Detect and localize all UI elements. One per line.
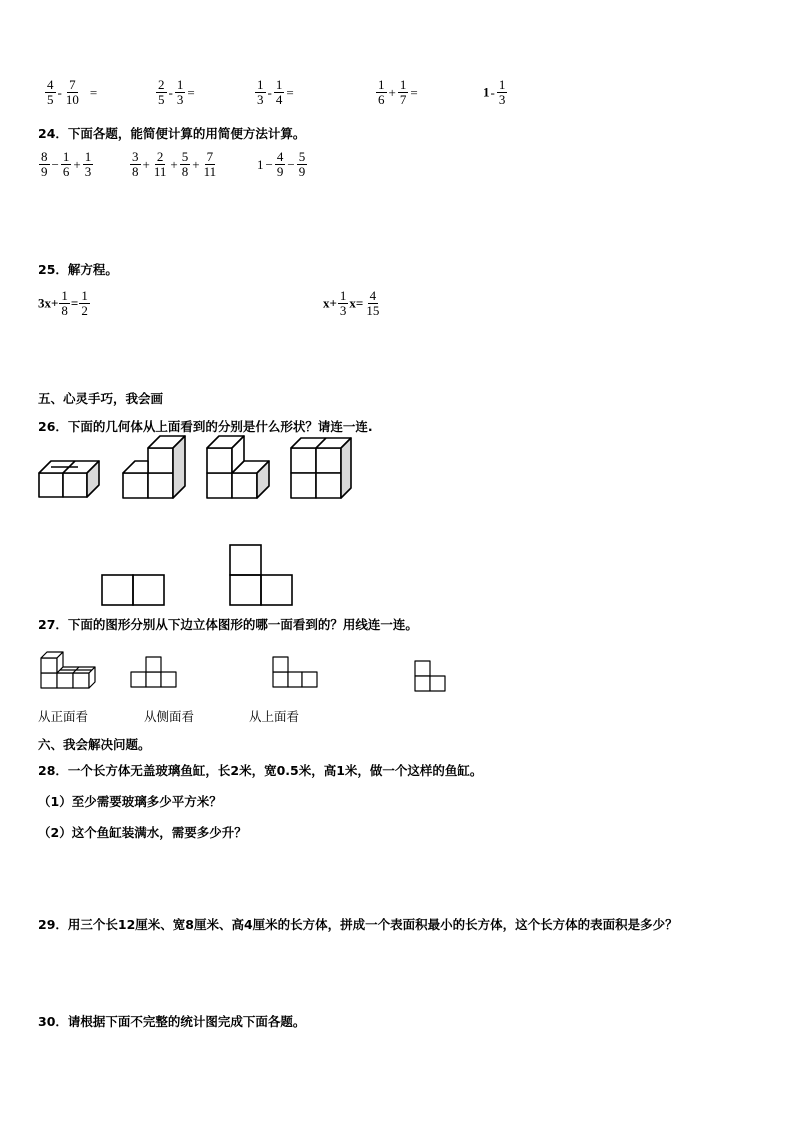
q24-expr-3: 1 − $\frac{4}{9}$ − $\frac{5}{9}$ xyxy=(257,149,306,179)
label-front-view: 从正面看 xyxy=(38,709,89,724)
section-6-heading: 六、我会解决问题。 xyxy=(38,737,151,752)
exercise-1: $\frac{4}{5}$ - $\frac{7}{10}$ = xyxy=(47,77,98,107)
q24-expr-1: $\frac{8}{9}$ − $\frac{1}{6}$ + $\frac{1}{3}$ xyxy=(41,149,92,179)
solid-3 xyxy=(207,436,269,498)
label-side-view: 从侧面看 xyxy=(144,709,195,724)
label-top-view: 从上面看 xyxy=(249,709,300,724)
q27-view-2 xyxy=(273,657,317,687)
top-view-1 xyxy=(102,575,164,605)
exercise-3: $\frac{1}{3}$ - $\frac{1}{4}$ = xyxy=(257,77,294,107)
q24-title: 24．下面各题，能简便计算的用简便方法计算。 xyxy=(38,126,306,141)
q26-title: 26．下面的几何体从上面看到的分别是什么形状？请连一连. xyxy=(38,419,373,434)
q28-title: 28．一个长方体无盖玻璃鱼缸，长2米，宽0.5米，高1米，做一个这样的鱼缸。 xyxy=(38,763,483,778)
top-view-2 xyxy=(230,545,292,605)
exercise-2: $\frac{2}{5}$ - $\frac{1}{3}$ = xyxy=(158,77,195,107)
q27-solid xyxy=(41,652,95,688)
q27-title: 27．下面的图形分别从下边立体图形的哪一面看到的？用线连一连。 xyxy=(38,617,418,632)
q25-equation-2: x+ $\frac{1}{3}$ x= $\frac{4}{15}$ xyxy=(323,288,380,318)
q28-part-2: （2）这个鱼缸装满水，需要多少升？ xyxy=(38,825,247,840)
q24-expr-2: $\frac{3}{8}$ + $\frac{2}{11}$ + $\frac{5}{8}$ + $\frac{7}{11}$ xyxy=(132,149,217,179)
q27-view-1 xyxy=(131,657,176,687)
q30-title: 30．请根据下面不完整的统计图完成下面各题。 xyxy=(38,1014,306,1029)
solid-2 xyxy=(123,436,185,498)
exercise-5: 1- $\frac{1}{3}$ xyxy=(483,77,506,107)
q27-view-3 xyxy=(415,661,445,691)
q28-part-1: （1）至少需要玻璃多少平方米？ xyxy=(38,794,222,809)
q25-title: 25．解方程。 xyxy=(38,262,118,277)
section-5-heading: 五、心灵手巧，我会画 xyxy=(38,391,164,406)
solid-1 xyxy=(39,461,99,497)
q25-equation-1: 3x+ $\frac{1}{8}$ = $\frac{1}{2}$ xyxy=(38,288,88,318)
solid-4 xyxy=(291,438,351,498)
q29-title: 29．用三个长12厘米、宽8厘米、高4厘米的长方体，拼成一个表面积最小的长方体，这个长方体的表面积是多少？ xyxy=(38,917,678,932)
exercise-4: $\frac{1}{6}$ + $\frac{1}{7}$ = xyxy=(378,77,418,107)
